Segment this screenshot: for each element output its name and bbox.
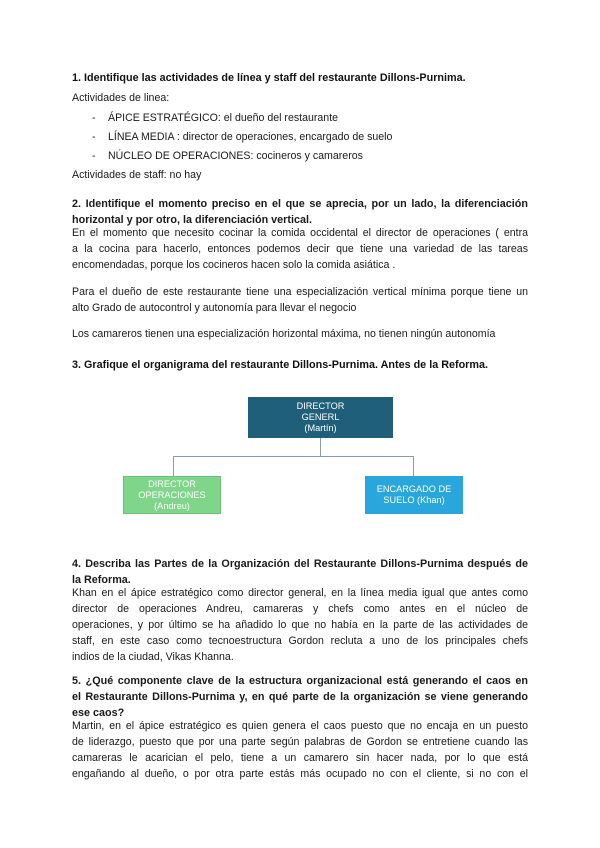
q2-paragraph-3: Los camareros tienen una especialización horizontal máxima, no tienen ningún autonomía (72, 328, 496, 340)
org-left-line3: (Andreu) (154, 500, 190, 511)
org-box-director-general (248, 397, 393, 438)
q5-title (72, 673, 528, 721)
q2-title-line-2: horizontal y por otro, la diferenciación vertical. (72, 214, 312, 226)
q2-p1-line-1: En el momento que necesito cocinar la comida occidental el director de operaciones ( entra (72, 227, 528, 239)
org-connector-left (173, 456, 174, 476)
q2-p1-line-3: encomendadas, porque los cocineros hacen solo la comida asiática . (72, 259, 396, 271)
q1-item-2-dash: - (92, 131, 96, 143)
q1-item-2: LÍNEA MEDIA : director de operaciones, encargado de suelo (108, 131, 393, 143)
q1-item-1-dash: - (92, 112, 96, 124)
q2-p1-line-2: a la cocina para hacerlo, entonces podemos decir que tiene una variedad de las tareas (72, 243, 528, 255)
q5-title-line-3: ese caos? (72, 707, 125, 719)
org-top-line2: GENERL (301, 412, 340, 422)
q5-line-2: de liderazgo, puesto que por una parte según palabras de Gordon se entretiene cuando las (72, 736, 528, 748)
org-top-line3: (Martín) (304, 423, 337, 433)
q5-line-4: engañando al dueño, o por otra parte estás más ocupado no con el cliente, si no con el (72, 768, 528, 780)
q4-line-2: director de operaciones Andreu, camareras y chefs como antes en el núcleo de (72, 603, 528, 615)
q5-title-line-2: el Restaurante Dillons-Purnima y, en qué parte de la organización se viene generando (72, 691, 528, 703)
q1-item-3: NÚCLEO DE OPERACIONES: cocineros y camareros (108, 150, 363, 162)
q4-title-line-1: 4. Describa las Partes de la Organización del Restaurante Dillons-Purnima después de (72, 558, 528, 570)
q1-staff: Actividades de staff: no hay (72, 169, 202, 181)
org-right-line1: ENCARGADO DE (376, 484, 452, 494)
q4-line-1: Khan en el ápice estratégico como director general, en la línea media igual que antes como (72, 587, 528, 599)
q2-title (72, 196, 528, 228)
org-connector-horizontal (173, 456, 413, 457)
q4-line-3: operaciones, y por último se ha añadido lo que no había en la parte de las actividades de (72, 619, 528, 631)
q1-line-label: Actividades de linea: (72, 92, 170, 104)
org-right-line2: SUELO (Khan) (383, 495, 445, 505)
q1-item-3-dash: - (92, 150, 96, 162)
q1-item-1: ÁPICE ESTRATÉGICO: el dueño del restaurante (108, 112, 339, 124)
q5-line-1: Martin, en el ápice estratégico es quien genera el caos puesto que no encaja en un puesto (72, 720, 528, 732)
org-left-line1: DIRECTOR (148, 478, 196, 489)
q2-p2-line-2: alto Grado de autocontrol y autonomía para llevar el negocio (72, 302, 357, 314)
org-connector-right (413, 456, 414, 476)
q4-line-5: indios de la ciudad, Vikas Khanna. (72, 651, 234, 663)
q4-title (72, 556, 528, 588)
org-box-director-operaciones (123, 476, 221, 514)
org-box-encargado-suelo (365, 476, 463, 514)
q2-title-line-1: 2. Identifique el momento preciso en el que se aprecia, por un lado, la diferenciación (72, 198, 528, 210)
q4-body (72, 585, 528, 665)
q2-paragraph-2 (72, 284, 528, 316)
q3-title: 3. Grafique el organigrama del restaurante Dillons-Purnima. Antes de la Reforma. (72, 359, 488, 371)
q2-paragraph-1 (72, 225, 528, 273)
q5-body (72, 718, 528, 782)
q4-title-line-2: la Reforma. (72, 574, 131, 586)
q4-line-4: staff, en este caso como tecnoestructura Gordon recluta a uno de los principales chefs (72, 635, 528, 647)
org-connector-vertical (320, 438, 321, 456)
q1-title: 1. Identifique las actividades de línea y staff del restaurante Dillons-Purnima. (72, 72, 466, 84)
q5-title-line-1: 5. ¿Qué componente clave de la estructura organizacional está generando el caos en (72, 675, 528, 687)
org-top-line1: DIRECTOR (296, 401, 345, 411)
org-left-line2: OPERACIONES (138, 489, 206, 500)
q2-p2-line-1: Para el dueño de este restaurante tiene una especialización vertical mínima porque tiene un (72, 286, 528, 298)
q5-line-3: camareras le acarician el pelo, tiene a un camarero sin hacer nada, por lo que está (72, 752, 528, 764)
